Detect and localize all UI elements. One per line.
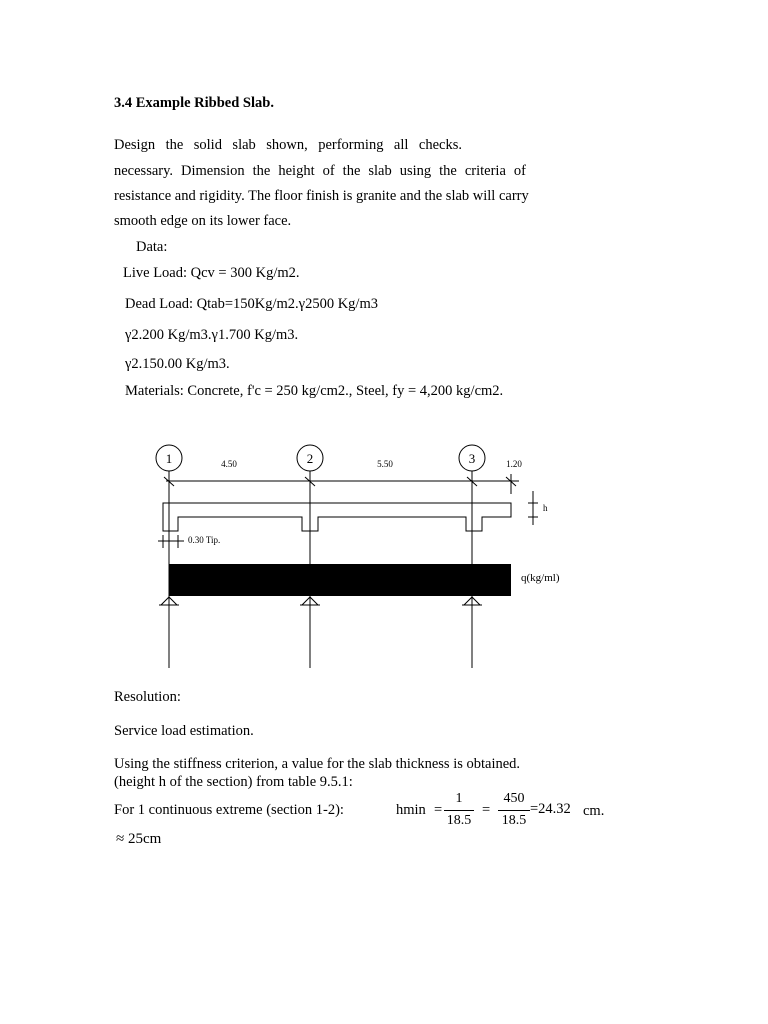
formula-equals-2: = — [482, 802, 491, 818]
formula-unit: cm. — [583, 803, 605, 819]
intro-word: the — [165, 137, 184, 153]
intro-word: performing — [318, 137, 384, 153]
fraction-2 — [498, 791, 530, 829]
fraction-1-numerator: 1 — [444, 791, 474, 811]
slab-section-outline — [163, 503, 511, 531]
span-2-label: 5.50 — [377, 459, 393, 469]
span-3-label: 1.20 — [506, 459, 522, 469]
intro-word: height — [278, 163, 315, 179]
fraction-2-denominator: 18.5 — [501, 813, 527, 828]
gamma-line-2: γ2.150.00 Kg/m3. — [125, 356, 230, 372]
approx-result: ≈ 25cm — [116, 831, 162, 847]
service-load-line: Service load estimation. — [114, 723, 254, 739]
formula-equals-1: = — [434, 802, 443, 818]
formula-lhs: hmin — [396, 802, 426, 818]
fraction-2-numerator: 450 — [498, 791, 530, 811]
materials-line: Materials: Concrete, f'c = 250 kg/cm2., Steel, fy = 4,200 kg/cm2. — [125, 383, 504, 399]
gamma-line-1: γ2.200 Kg/m3.γ1.700 Kg/m3. — [125, 327, 299, 343]
axis-3-label: 3 — [468, 451, 476, 466]
intro-word: shown, — [266, 137, 308, 153]
intro-line-3: resistance and rigidity. The floor finish is granite and the slab will carry — [114, 188, 529, 204]
rib-note-label: 0.30 Tip. — [188, 535, 221, 545]
section-heading: 3.4 Example Ribbed Slab. — [114, 95, 274, 111]
intro-line-4: smooth edge on its lower face. — [114, 213, 292, 229]
fraction-1-denominator: 18.5 — [446, 813, 472, 828]
height-label: h — [543, 503, 548, 513]
data-label: Data: — [136, 239, 168, 255]
intro-word: the — [252, 163, 271, 179]
dead-load-line: Dead Load: Qtab=150Kg/m2.γ2500 Kg/m3 — [125, 296, 378, 312]
load-label: q(kg/ml) — [521, 572, 560, 584]
intro-word: checks. — [418, 137, 462, 153]
intro-word: using — [399, 163, 432, 179]
intro-word: Dimension — [181, 163, 245, 179]
intro-word: solid — [193, 137, 222, 153]
stiffness-line-1: Using the stiffness criterion, a value for the slab thickness is obtained. — [114, 756, 521, 772]
fraction-1 — [444, 791, 474, 829]
intro-word: criteria — [464, 163, 506, 179]
formula-result: =24.32 — [530, 801, 571, 817]
intro-word: the — [439, 163, 457, 179]
distributed-load-bar — [169, 564, 511, 596]
axis-2-label: 2 — [306, 451, 314, 466]
intro-word: Design — [114, 137, 156, 153]
stiffness-line-2: (height h of the section) from table 9.5.1: — [114, 774, 353, 790]
span-1-label: 4.50 — [221, 459, 237, 469]
extreme-label: For 1 continuous extreme (section 1-2): — [114, 802, 344, 818]
intro-word: the — [342, 163, 361, 179]
axis-1-label: 1 — [165, 451, 173, 466]
intro-word: slab — [232, 137, 256, 153]
live-load-line: Live Load: Qcv = 300 Kg/m2. — [123, 265, 300, 281]
resolution-title: Resolution: — [114, 689, 181, 705]
intro-word: necessary. — [114, 163, 174, 179]
intro-word: of — [322, 163, 335, 179]
intro-word: all — [393, 137, 409, 153]
intro-word: of — [513, 163, 526, 179]
intro-word: slab — [368, 163, 392, 179]
